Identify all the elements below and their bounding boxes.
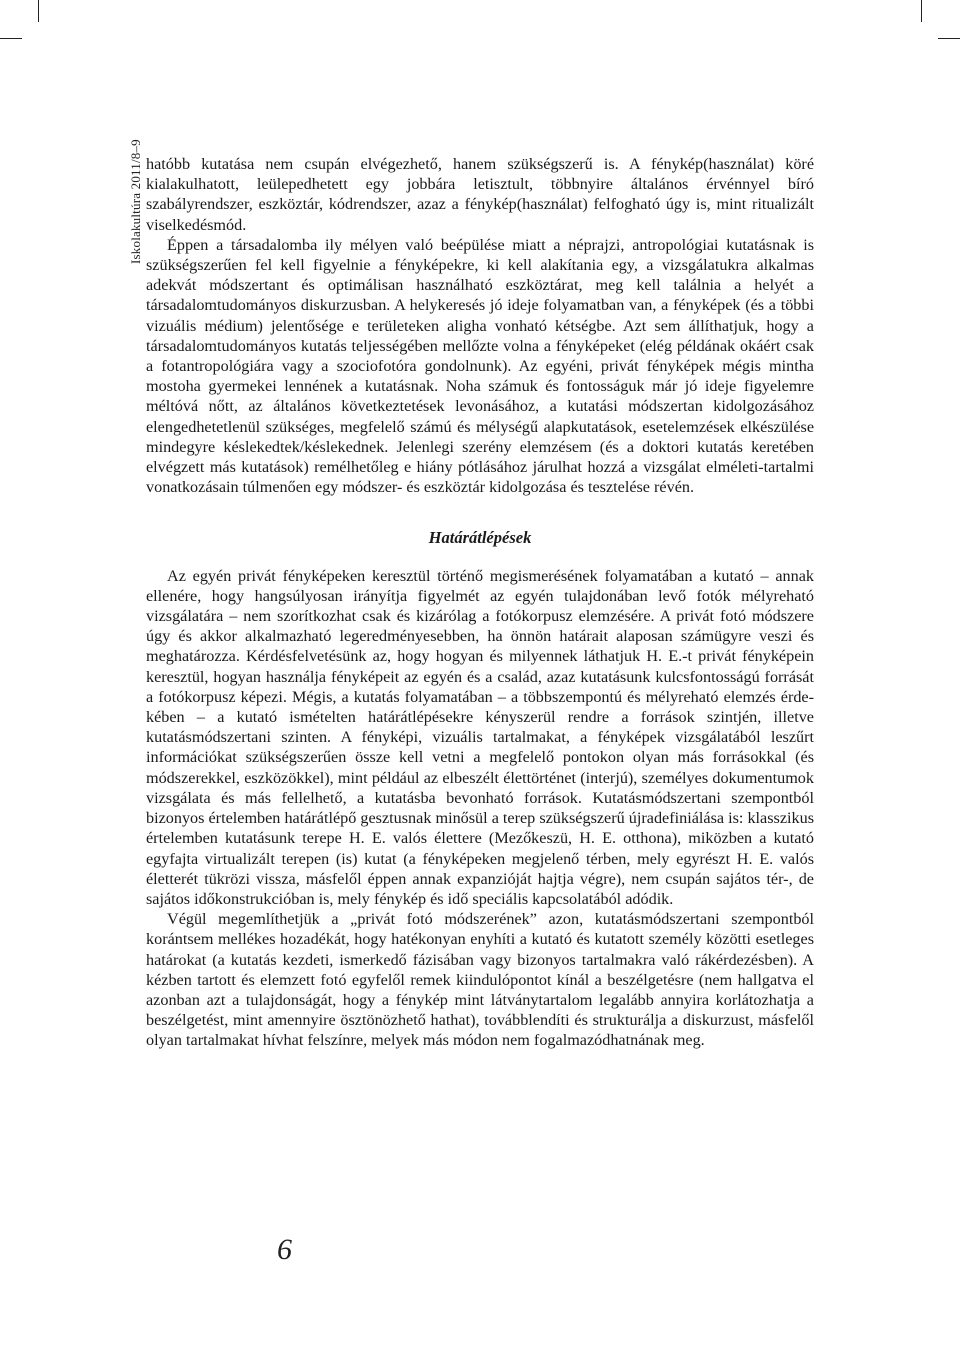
paragraph: Az egyén privát fényképeken keresztül történő megismerésének folyamatában a kutató – annak ellenére, hogy hangsúlyosan irányítja figyelmét az egyén tulajdonában levő fotók mélyreható vizsgálatára – nem szorítkozhat csak és kizárólag a fotókorpusz elemzésére. A privát fotó módszere úgy és akkor alkalmazható legeredményesebben, ha önnön határait alaposan számügyre veszi és meghatározza. Kérdésfelvetésünk az, hogy hogyan és milyennek láthatjuk H. E.-t privát fényképein keresztül, hogyan használja fényképeit az egyén és a család, azaz kutatásunk kulcsfontosságú forrását a fotókorpusz képezi. Mégis, a kutatás folyamatában – a többszempontú és mélyreható elemzés érdekében – a kutató ismételten határátlépésekre kényszerül rendre a források szintjén, illetve kutatásmódszertani szinten. A fényképi, vizuális tartalmakat, a fényképek vizsgálatából leszűrt információkat szükségszerűen össze kell vetni a megfelelő pontokon olyan más forrásokkal (és módszerekkel, eszközökkel), mint például az elbeszélt élettörténet (interjú), személyes dokumentumok vizsgálata és más fellelhető, a kutatásba bevonható források. Kutatásmódszertani szempontból bizonyos értelemben határátlépő gesztusnak minősül a terep szükségszerű újradefiniálása is: klasszikus értelemben kutatásunk terepe H. E. valós élettere (Mezőkeszü, H. E. otthona), miközben a kutató egyfajta virtualizált terepen (is) kutat (a fényképeken megjelenő térben, mely egyrészt H. E. valós életterét tükrözi vissza, másfelől éppen annak expanzióját hajtja végre), nem csupán sajátos tér-, de sajátos időkonstrukcióban is, mely fénykép és idő speciális kapcsolatából adódik. bbox=[146, 566, 814, 908]
crop-mark-top-right-horizontal bbox=[938, 38, 960, 39]
crop-mark-top-right-vertical bbox=[921, 0, 922, 22]
paragraph: Végül megemlíthetjük a „privát fotó módszerének” azon, kutatásmódszertani szempontból korántsem mellékes hozadékát, hogy hatékonyan enyhíti a kutató és kutatott személy közötti esetleges határokat (a kutatás kezdeti, ismerkedő fázisában vagy bizonyos tartalmakra való rákérdezésben). A kézben tartott és elemzett fotó egyfelől remek kiindulópontot kínál a beszélgetésre (nem hallgatva el azonban azt a tulajdonságát, hogy a fénykép mint látványtartalom legalább annyira korlátozhatja a beszélgetést, mint amennyire ösztönözhető hathat), továbblendíti és strukturálja a diskurzust, másfelől olyan tartalmakat hívhat felszínre, melyek más módon nem fogalmazódhatnának meg. bbox=[146, 910, 814, 1050]
section-heading: Határátlépések bbox=[428, 528, 532, 548]
page-number: 6 bbox=[277, 1233, 292, 1266]
crop-mark-top-left-horizontal bbox=[0, 38, 22, 39]
paragraph: Éppen a társadalomba ily mélyen való beépülése miatt a néprajzi, antropológiai kutatásnak is szükségszerűen fel kell figyelnie a fényképekre, ki kell alakítania egy, a vizsgálatukra alkalmas adekvát módszertant és optimálisan használható eszköztárat, meg kell találnia a helyét a társadalomtudományos diskurzusban. A helykeresés jó ideje folyamatban van, a fényképek (és a többi vizuális médium) jelentősége e területeken aligha vonható kétségbe. Azt sem állíthatjuk, hogy a társadalomtudományos kutatás teljességében mellőzte volna a fényképeket (elég példának okáért csak a fotantropológiára vagy a szociofotóra gondolnunk). Az egyéni, privát fényképek mégis mintha mostoha gyermekei lennének a kutatásnak. Noha számuk és fontosságuk már jó ideje figyelemre méltóvá nőtt, az általános következtetések levonásához, a kutatási módszertan kidolgozásához elengedhetetlenül szükséges, megfelelő számú és mélységű alapkutatások, esetelemzések elkészülése mindegyre késlekedtek/késlekednek. Jelenlegi szerény elemzésem (és a doktori kutatás keretében elvégzett más kutatások) remélhetőleg e hiány pótlásához járulhat hozzá a vizsgálat elméleti-tartalmi vonatkozásain túlmenően egy módszer- és eszköztár kidolgozása és tesztelése révén. bbox=[146, 235, 814, 497]
article-body bbox=[146, 154, 814, 1051]
running-head: Iskolakultúra 2011/8–9 bbox=[128, 139, 143, 264]
crop-mark-top-left-vertical bbox=[38, 0, 39, 22]
paragraph-continuation: hatóbb kutatása nem csupán elvégezhető, hanem szükségszerű is. A fénykép(használat) köré kialakulhatott, leülepedhetett egy jobbára letisztult, többnyire általános érvénnyel bíró szabályrendszer, eszköztár, kódrendszer, azaz a fénykép(használat) felfogható úgy is, mint ritualizált viselkedésmód. bbox=[146, 155, 814, 234]
